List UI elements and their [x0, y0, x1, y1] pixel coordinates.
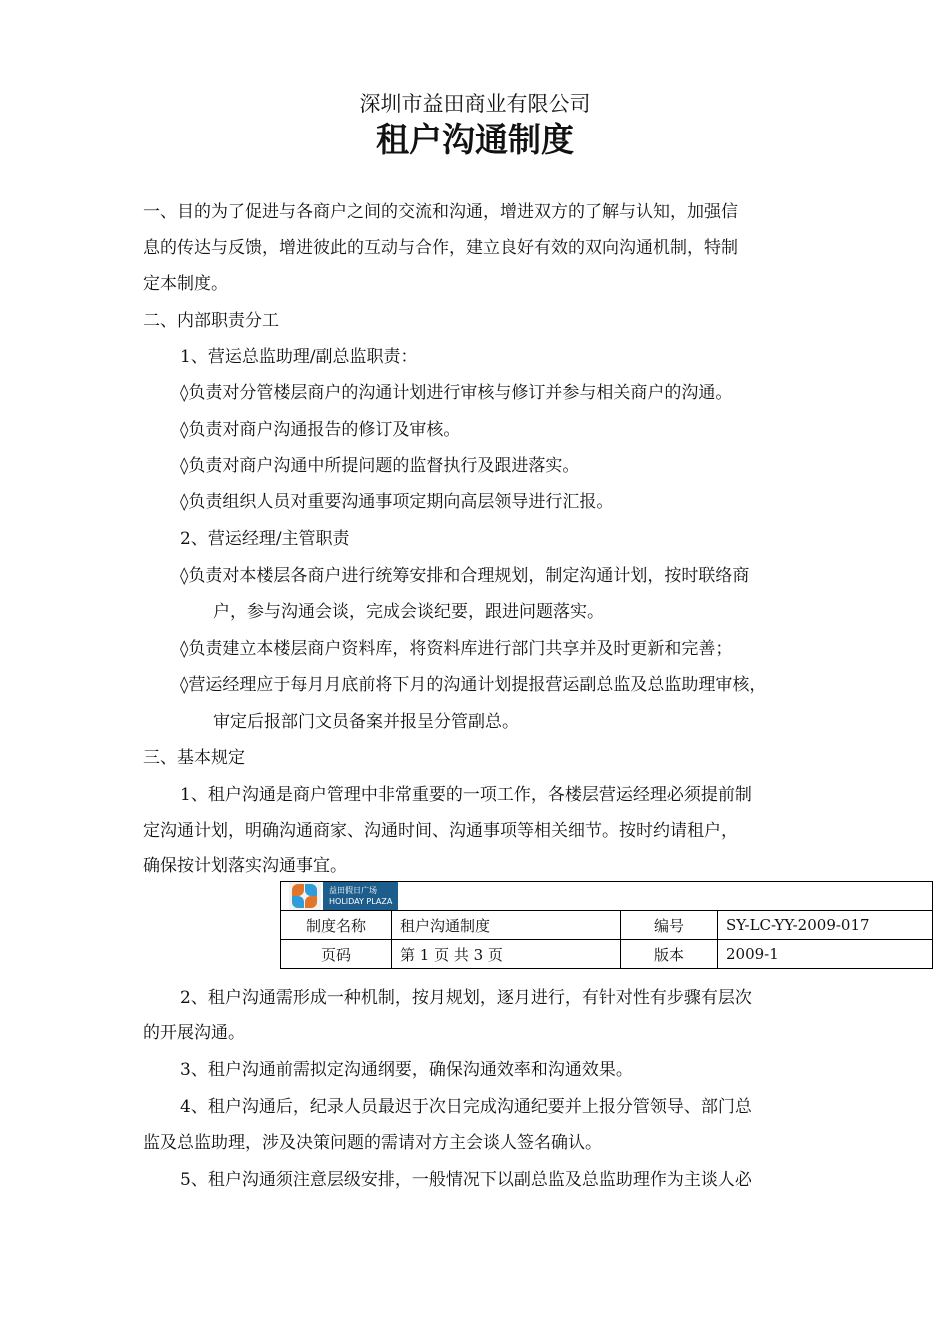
info-row-name — [281, 911, 933, 940]
value-version: 2009-1 — [718, 940, 933, 969]
paragraph-line: 2、租户沟通需形成一种机制，按月规划，逐月进行，有针对性有步骤有层次 — [180, 988, 752, 1008]
paragraph-line: 1、营运总监助理/副总监职责： — [180, 347, 418, 367]
paragraph-line: ◊负责建立本楼层商户资料库，将资料库进行部门共享并及时更新和完善； — [180, 639, 733, 659]
paragraph-line: 审定后报部门文员备案并报呈分管副总。 — [213, 712, 519, 732]
paragraph-line: ◊负责对本楼层各商户进行统筹安排和合理规划，制定沟通计划，按时联络商 — [180, 566, 750, 586]
label-page: 页码 — [281, 940, 392, 969]
label-code: 编号 — [621, 911, 718, 940]
paragraph-line: 定本制度。 — [143, 274, 228, 294]
paragraph-line: ◊负责对商户沟通中所提问题的监督执行及跟进落实。 — [180, 456, 580, 476]
value-page: 第 1 页 共 3 页 — [392, 940, 621, 969]
document-info-table — [280, 881, 933, 969]
paragraph-line: ◊营运经理应于每月月底前将下月的沟通计划提报营运副总监及总监助理审核， — [180, 675, 767, 695]
document-title: 租户沟通制度 — [376, 120, 574, 159]
paragraph-line: 三、基本规定 — [143, 748, 245, 768]
paragraph-line: 的开展沟通。 — [143, 1023, 245, 1043]
value-policy-name: 租户沟通制度 — [392, 911, 621, 940]
paragraph-line: 定沟通计划，明确沟通商家、沟通时间、沟通事项等相关细节。按时约请租户， — [143, 821, 738, 841]
value-code: SY-LC-YY-2009-017 — [718, 911, 933, 940]
paragraph-line: 5、租户沟通须注意层级安排，一般情况下以副总监及总监助理作为主谈人必 — [180, 1170, 752, 1190]
label-policy-name: 制度名称 — [281, 911, 392, 940]
paragraph-line: 二、内部职责分工 — [143, 311, 279, 331]
paragraph-line: 3、租户沟通前需拟定沟通纲要，确保沟通效率和沟通效果。 — [180, 1060, 633, 1080]
paragraph-line: 1、租户沟通是商户管理中非常重要的一项工作，各楼层营运经理必须提前制 — [180, 785, 752, 805]
paragraph-line: ◊负责对商户沟通报告的修订及审核。 — [180, 420, 461, 440]
paragraph-line: 一、目的为了促进与各商户之间的交流和沟通，增进双方的了解与认知，加强信 — [143, 202, 738, 222]
info-row-page — [281, 940, 933, 969]
logo-row — [281, 882, 933, 911]
paragraph-line: ◊负责组织人员对重要沟通事项定期向高层领导进行汇报。 — [180, 492, 614, 512]
paragraph-line: ◊负责对分管楼层商户的沟通计划进行审核与修订并参与相关商户的沟通。 — [180, 383, 733, 403]
logo-text-cn: 益田假日广场 — [329, 886, 377, 895]
paragraph-line: 确保按计划落实沟通事宜。 — [143, 856, 347, 876]
logo-cell — [281, 882, 933, 911]
company-name: 深圳市益田商业有限公司 — [359, 92, 591, 116]
paragraph-line: 户，参与沟通会谈，完成会谈纪要，跟进问题落实。 — [213, 602, 604, 622]
label-version: 版本 — [621, 940, 718, 969]
paragraph-line: 息的传达与反馈，增进彼此的互动与合作，建立良好有效的双向沟通机制，特制 — [143, 238, 738, 258]
logo-text — [323, 882, 398, 910]
paragraph-line: 2、营运经理/主管职责 — [180, 529, 350, 549]
paragraph-line: 监及总监助理，涉及决策问题的需请对方主会谈人签名确认。 — [143, 1133, 602, 1153]
holiday-plaza-logo-icon — [289, 882, 321, 910]
paragraph-line: 4、租户沟通后，纪录人员最迟于次日完成沟通纪要并上报分管领导、部门总 — [180, 1097, 752, 1117]
logo-text-en: HOLIDAY PLAZA — [329, 897, 393, 906]
